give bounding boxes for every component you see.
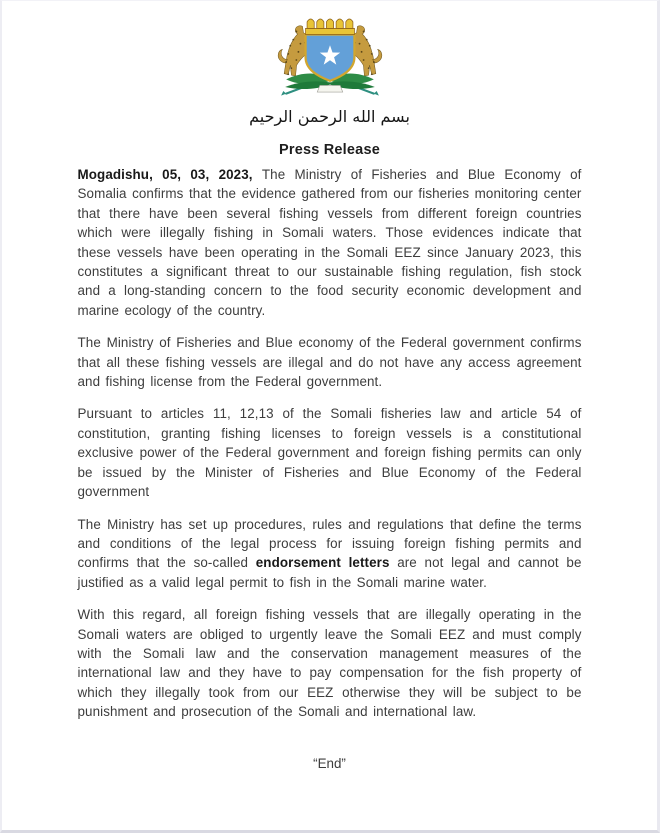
body-text: The Ministry of Fisheries and Blue Economy of Somalia confirms that the evidence gathered from our fisheries monitoring center that there have been several fishing vessels from different foreign countries which were illegally fishing in Somali waters. Those evidences indicate that these vessels have been operating in the Somali EEZ since January 2023, this constitutes a significant threat to our sustainable fishing regulation, fish stock and a long-standing concern to the food security economic development and marine ecology of the country. — [77, 167, 582, 318]
somalia-coat-of-arms-icon — [276, 15, 384, 105]
body-text: With this regard, all foreign fishing vessels that are illegally operating in the Somali waters are obliged to urgently leave the Somali EEZ and must comply with the Somali law and the conservation management measures of the international law and they have to pay compensation for the fish property of which they illegally took from our EEZ otherwise they will be subject to be punishment and prosecution of the Somali and international law. — [77, 607, 582, 720]
bold-text: endorsement letters — [255, 555, 390, 571]
crown-icon — [305, 19, 354, 35]
paragraph — [78, 404, 582, 501]
body-text: Pursuant to articles 11, 12,13 of the Somali fisheries law and article 54 of constitution, granting fishing licenses to foreign vessels is a constitutional exclusive power of the Federal government and foreign fishing permits can only be issued by the Minister of Fisheries and Blue Economy of the Federal government — [77, 406, 582, 500]
body-text: The Ministry has set up procedures, rules and regulations that define the terms and conditions of the legal process for issuing foreign fishing permits and confirms that the so-called — [77, 516, 582, 571]
paragraph — [78, 515, 582, 593]
body-text: are not legal and cannot be justified as a valid legal permit to fish in the Somali marine water. — [77, 555, 582, 590]
press-release-body — [78, 165, 582, 722]
bismillah-text: بسم الله الرحمن الرحيم — [249, 107, 410, 126]
ribbon-icon — [317, 85, 342, 92]
paragraph — [78, 605, 582, 721]
paragraph — [78, 165, 582, 320]
emblem-container — [2, 15, 657, 105]
press-release-title: Press Release — [279, 142, 380, 158]
bold-text: Mogadishu, 05, 03, 2023, — [77, 167, 262, 182]
body-text: The Ministry of Fisheries and Blue economy of the Federal government confirms that all these fishing vessels are illegal and do not have any access agreement and fishing license from the Federal government. — [77, 335, 582, 390]
paragraph — [78, 333, 582, 391]
end-note: “End” — [313, 755, 346, 771]
